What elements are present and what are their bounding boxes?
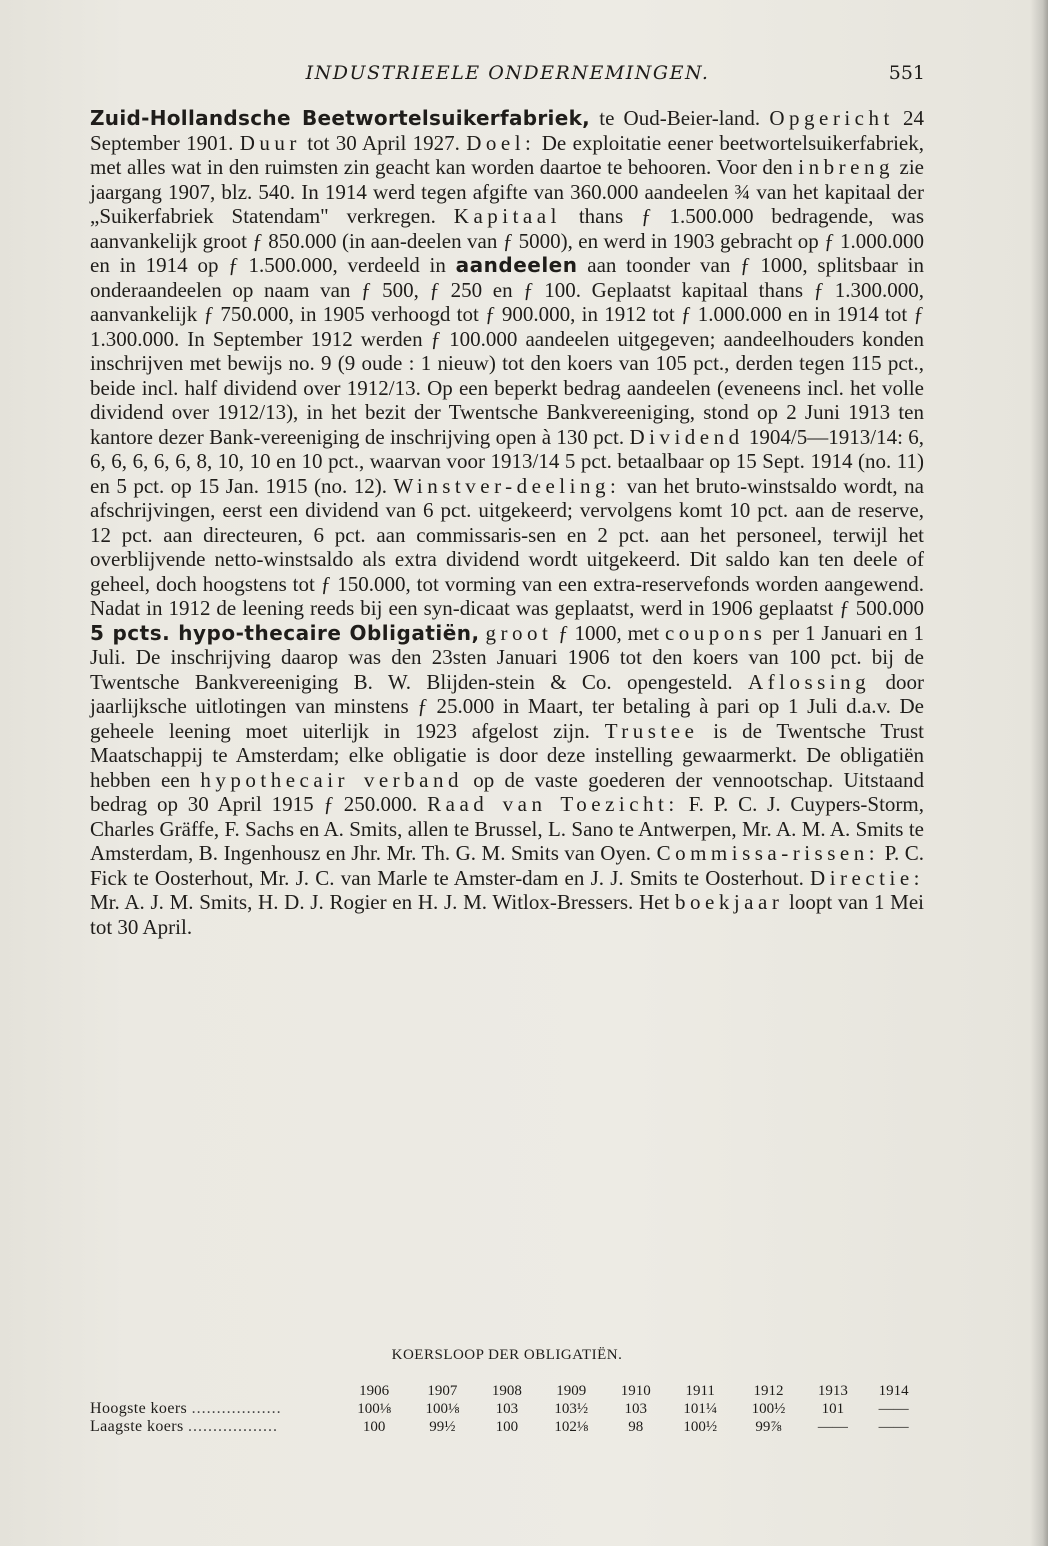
table-cell: 98 xyxy=(628,1418,644,1435)
text-run: zie jaargang 1907, blz. 540. In 1914 werd tegen afgifte van 360.000 aandeelen ¾ van het kapitaal der „Suikerfabriek Statendam" verkregen. xyxy=(90,155,924,228)
year-header: 1911 xyxy=(685,1382,715,1399)
field-label-opgericht: Opgericht xyxy=(769,106,894,130)
field-label-aflossing: Aflossing xyxy=(747,669,871,694)
table-cell: 100½ xyxy=(751,1400,786,1417)
table-cell: 99⅞ xyxy=(755,1418,782,1435)
table-cell: —— xyxy=(878,1418,909,1435)
year-header: 1914 xyxy=(878,1382,909,1399)
row-label-text: Laagste koers xyxy=(90,1418,184,1435)
table-cell: 103 xyxy=(624,1400,647,1417)
table-cell: 101¼ xyxy=(683,1400,718,1417)
table-cell: 99½ xyxy=(429,1418,456,1435)
text-run: 24 September 1901. xyxy=(90,106,924,155)
year-header: 1906 xyxy=(359,1382,390,1399)
koers-table-header-row xyxy=(90,1382,924,1400)
row-label-hoogste-koers xyxy=(90,1400,340,1418)
field-label-hypothecair-verband: hypothecair verband xyxy=(200,767,463,792)
company-name: Zuid-Hollandsche Beetwortelsuikerfabriek, xyxy=(90,106,591,130)
text-run: 1904/5—1913/14: 6, 6, 6, 6, 6, 6, 8, 10, 10 en 10 pct., waarvan voor 1913/14 5 pct. betaalbaar op 15 Sept. 1914 (no. 11) en 5 pct. op 15 Jan. 1915 (no. 12). xyxy=(90,424,925,498)
koers-table-corner xyxy=(90,1382,340,1400)
row-label-text: Hoogste koers xyxy=(90,1400,188,1417)
field-label-kapitaal: Kapitaal xyxy=(453,204,561,228)
field-label-commissarissen: Commissa-rissen: xyxy=(656,841,880,865)
year-header: 1909 xyxy=(556,1382,587,1399)
table-cell: —— xyxy=(878,1400,909,1417)
leader-dots: .................. xyxy=(188,1418,279,1435)
field-label-doel: Doel: xyxy=(466,130,536,155)
table-row xyxy=(90,1400,924,1418)
text-run: op de vaste goederen der vennootschap. Uitstaand bedrag op 30 April 1915 ƒ 250.000. xyxy=(90,767,924,816)
text-run: aan toonder van ƒ 1000, splitsbaar in onderaandeelen op naam van ƒ 500, ƒ 250 en ƒ 100. Geplaatst kapitaal thans ƒ 1.300.000, aanvankelijk ƒ 750.000, in 1905 verhoogd tot ƒ 900.000, in 1912 tot ƒ 1.000.000 en in 1914 tot ƒ 1.300.000. In September 1912 werden ƒ 100.000 aandeelen uitgegeven; aandeelhouders konden inschrijven met bewijs no. 9 (9 oude : 1 nieuw) tot den koers van 105 pct., derden tegen 115 pct., beide incl. half dividend over 1912/13. Op een beperkt bedrag aandeelen (eveneens incl. het volle dividend over 1912/13), in het bezit der Twentsche Bankvereeniging, stond op 2 Juni 1913 ten kantore dezer Bank-vereeniging de inschrijving open à 130 pct. xyxy=(90,253,925,449)
year-header: 1907 xyxy=(427,1382,458,1399)
text-run: van het bruto-winstsaldo wordt, na afschrijvingen, eerst een dividend van 6 pct. uitgekeerd; vervolgens komt 10 pct. aan de reserve, 12 pct. aan directeuren, 6 pct. aan commissaris-sen en 2 pct. aan het personeel, terwijl het overblijvende netto-winstsaldo als extra dividend wordt uitgekeerd. Dit saldo kan ten deele of geheel, doch hoogstens tot ƒ 150.000, tot vorming van een extra-reservefonds worden aangewend. Nadat in 1912 de leening reeds bij een syn-dicaat was geplaatst, werd in 1906 geplaatst ƒ 500.000 xyxy=(90,473,924,620)
field-label-groot: groot xyxy=(485,620,553,645)
page-header xyxy=(90,62,925,92)
text-run: tot 30 April 1927. xyxy=(300,130,467,155)
table-cell: 102⅛ xyxy=(554,1418,589,1435)
koers-table xyxy=(90,1382,924,1436)
field-label-winstverdeeling: Winstver-deeling: xyxy=(393,473,621,498)
field-label-coupons: coupons xyxy=(664,620,767,645)
text-run: ƒ 1000, met xyxy=(552,620,665,645)
page-edge-shadow xyxy=(1030,0,1048,1546)
text-run: thans ƒ 1.500.000 bedragende, was aanvankelijk groot ƒ 850.000 (in aan-deelen van ƒ 5000), en werd in 1903 gebracht op ƒ 1.000.000 en in 1914 op ƒ 1.500.000, verdeeld in xyxy=(90,204,925,277)
field-label-duur: Duur xyxy=(239,130,301,155)
year-header: 1908 xyxy=(491,1382,522,1399)
text-run: loopt van 1 Mei tot 30 April. xyxy=(90,890,924,939)
running-title: INDUSTRIEELE ONDERNEMINGEN. xyxy=(305,62,710,84)
field-label-trustee: Trustee xyxy=(604,718,699,743)
text-run: is de Twentsche Trust Maatschappij te Amsterdam; elke obligatie is door deze instelling gewaarmerkt. De obligatiën hebben een xyxy=(90,718,924,792)
table-cell: 100⅛ xyxy=(425,1400,460,1417)
year-header: 1912 xyxy=(753,1382,784,1399)
text-run: De exploitatie eener beetwortelsuikerfabriek, met alles wat in den ruimsten zin geacht kan worden daartoe te behooren. Voor den xyxy=(90,130,924,179)
row-label-laagste-koers xyxy=(90,1418,340,1436)
table-row xyxy=(90,1418,924,1436)
page-number: 551 xyxy=(888,62,925,84)
article-body xyxy=(90,106,924,939)
field-label-inbreng: inbreng xyxy=(798,155,894,179)
table-cell: 100⅛ xyxy=(357,1400,391,1417)
field-label-aandeelen: aandeelen xyxy=(455,253,578,277)
field-label-directie: Directie: xyxy=(810,865,924,890)
table-cell: 103 xyxy=(495,1400,519,1417)
table-cell: 100½ xyxy=(683,1418,718,1435)
table-cell: 100 xyxy=(495,1418,519,1435)
field-label-dividend: Dividend xyxy=(629,424,744,449)
koers-table-title: KOERSLOOP DER OBLIGATIËN. xyxy=(391,1347,623,1363)
year-header: 1910 xyxy=(620,1382,651,1399)
text-run: door jaarlijksche uitlotingen van minstens ƒ 25.000 in Maart, ter betaling à pari op 1 Juli d.a.v. De geheele leening moet uiterlijk in 1923 afgelost zijn. xyxy=(90,669,924,743)
table-cell: 103½ xyxy=(554,1400,589,1417)
text-run: per 1 Januari en 1 Juli. De inschrijving daarop was den 23sten Januari 1906 tot den koers van 100 pct. bij de Twentsche Bankvereeniging B. W. Blijden-stein & Co. opengesteld. xyxy=(90,620,925,694)
table-cell: 101 xyxy=(821,1400,845,1417)
text-run: P. C. Fick te Oosterhout, Mr. J. C. van Marle te Amster-dam en J. J. Smits te Oosterhout. xyxy=(90,841,925,890)
table-cell: 100 xyxy=(362,1418,386,1435)
year-header: 1913 xyxy=(817,1382,848,1399)
table-cell: —— xyxy=(817,1418,848,1435)
text-run: F. P. C. J. Cuypers-Storm, Charles Gräffe, F. Sachs en A. Smits, allen te Brussel, L. Sano te Antwerpen, Mr. A. M. A. Smits te Amsterdam, B. Ingenhousz en Jhr. Mr. Th. G. M. Smits van Oyen. xyxy=(90,792,925,865)
field-label-boekjaar: boekjaar xyxy=(675,890,784,914)
text-run: te Oud-Beier-land. xyxy=(590,106,770,130)
field-label-raad-van-toezicht: Raad van Toezicht: xyxy=(427,792,679,816)
leader-dots: .................. xyxy=(191,1400,282,1417)
field-label-obligatien: 5 pcts. hypo-thecaire Obligatiën, xyxy=(90,620,480,645)
text-run: Mr. A. J. M. Smits, H. D. J. Rogier en H. J. M. Witlox-Bressers. Het xyxy=(90,890,676,914)
